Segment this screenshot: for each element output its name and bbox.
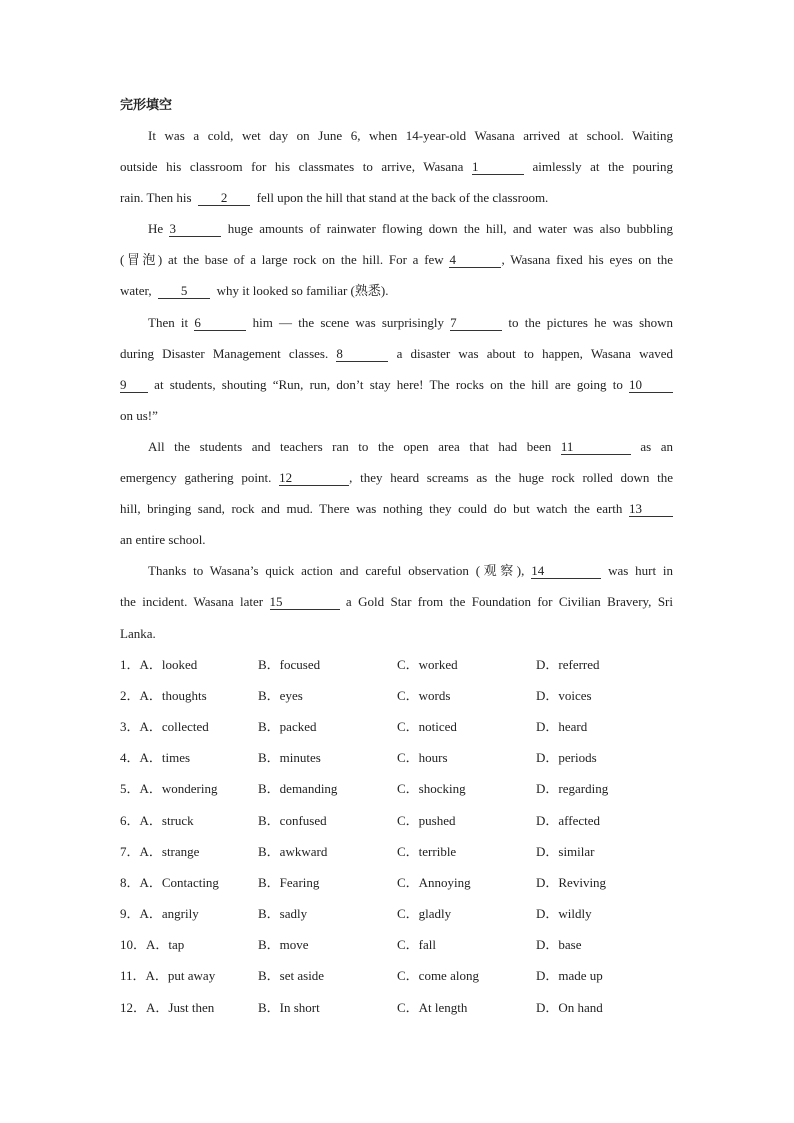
passage-text: at students, shouting “Run, run, don’t stay here! The rocks on the hill are going to — [154, 376, 623, 392]
option-row — [120, 867, 673, 898]
passage-line — [120, 524, 673, 555]
option-a[interactable]: 7．A．strange — [120, 843, 200, 859]
passage-text: an entire school. — [120, 532, 206, 548]
option-b[interactable]: B．confused — [258, 812, 327, 828]
option-d[interactable]: D．affected — [536, 812, 601, 828]
passage-text: was hurt in — [608, 563, 674, 579]
blank-7[interactable]: 7 — [450, 316, 502, 331]
option-b[interactable]: B．focused — [258, 656, 321, 672]
option-b[interactable]: B．demanding — [258, 781, 338, 797]
option-c[interactable]: C．fall — [397, 937, 436, 953]
passage-text: rain. Then his — [120, 190, 192, 206]
passage-line — [120, 244, 673, 275]
passage-text: He — [148, 221, 164, 237]
passage-text: on us!” — [120, 407, 158, 423]
blank-8[interactable]: 8 — [336, 347, 388, 362]
option-row — [120, 742, 673, 773]
option-d[interactable]: D．similar — [536, 843, 595, 859]
blank-2[interactable]: 2 — [198, 191, 250, 206]
option-b[interactable]: B．In short — [258, 999, 320, 1015]
passage-line — [120, 182, 673, 213]
passage-text: (冒泡) at the base of a large rock on the hill. For a few — [120, 252, 444, 268]
option-c[interactable]: C．At length — [397, 999, 468, 1015]
option-a[interactable]: 12．A．Just then — [120, 999, 215, 1015]
option-a[interactable]: 10．A．tap — [120, 937, 185, 953]
passage-line — [120, 151, 673, 182]
option-d[interactable]: D．regarding — [536, 781, 609, 797]
passage-text: emergency gathering point. — [120, 470, 272, 486]
passage-text: fell upon the hill that stand at the back of the classroom. — [256, 190, 549, 206]
passage-text: , they heard screams as the huge rock rolled down the — [349, 470, 674, 486]
passage-text: water, — [120, 283, 152, 299]
options-list — [120, 649, 673, 1023]
passage-line — [120, 369, 673, 400]
option-b[interactable]: B．Fearing — [258, 874, 320, 890]
option-d[interactable]: D．heard — [536, 718, 588, 734]
blank-6[interactable]: 6 — [194, 316, 246, 331]
option-c[interactable]: C．come along — [397, 968, 479, 984]
passage-line — [120, 618, 673, 649]
option-a[interactable]: 8．A．Contacting — [120, 874, 219, 890]
option-c[interactable]: C．pushed — [397, 812, 456, 828]
option-b[interactable]: B．awkward — [258, 843, 328, 859]
passage-text: a disaster was about to happen, Wasana waved — [396, 345, 674, 361]
blank-15[interactable]: 15 — [270, 595, 340, 610]
option-c[interactable]: C．words — [397, 687, 451, 703]
passage-text: the incident. Wasana later — [120, 594, 264, 610]
option-a[interactable]: 9．A．angrily — [120, 906, 199, 922]
option-b[interactable]: B．packed — [258, 718, 317, 734]
passage-line — [120, 586, 673, 617]
passage-line — [120, 213, 673, 244]
option-b[interactable]: B．eyes — [258, 687, 303, 703]
option-d[interactable]: D．made up — [536, 968, 603, 984]
option-b[interactable]: B．move — [258, 937, 309, 953]
option-row — [120, 680, 673, 711]
passage-text: aimlessly at the pouring — [532, 159, 673, 175]
option-a[interactable]: 6．A．struck — [120, 812, 194, 828]
passage-text: outside his classroom for his classmates to arrive, Wasana — [120, 159, 464, 175]
passage-line — [120, 338, 673, 369]
option-c[interactable]: C．noticed — [397, 718, 457, 734]
passage-text: Then it — [148, 314, 189, 330]
passage-line — [120, 400, 673, 431]
option-row — [120, 773, 673, 804]
option-c[interactable]: C．shocking — [397, 781, 466, 797]
passage-text: him — the scene was surprisingly — [252, 314, 444, 330]
option-row — [120, 960, 673, 991]
option-row — [120, 992, 673, 1023]
option-row — [120, 929, 673, 960]
passage-text: All the students and teachers ran to the open area that had been — [148, 438, 552, 454]
option-row — [120, 649, 673, 680]
option-row — [120, 711, 673, 742]
option-c[interactable]: C．worked — [397, 656, 458, 672]
blank-5[interactable]: 5 — [158, 284, 210, 299]
option-b[interactable]: B．set aside — [258, 968, 325, 984]
option-d[interactable]: D．periods — [536, 750, 597, 766]
option-d[interactable]: D．referred — [536, 656, 600, 672]
passage-line — [120, 307, 673, 338]
blank-4[interactable]: 4 — [449, 253, 501, 268]
passage-line — [120, 275, 673, 306]
option-a[interactable]: 4．A．times — [120, 750, 191, 766]
passage-text: a Gold Star from the Foundation for Civilian Bravery, Sri — [345, 594, 673, 610]
blank-3[interactable]: 3 — [169, 222, 221, 237]
option-row — [120, 898, 673, 929]
passage-text: Thanks to Wasana’s quick action and careful observation (观察), — [148, 563, 525, 579]
blank-10[interactable]: 10 — [629, 378, 673, 393]
passage-text: why it looked so familiar (熟悉). — [216, 283, 389, 299]
option-d[interactable]: D．Reviving — [536, 874, 607, 890]
blank-9[interactable]: 9 — [120, 378, 148, 393]
option-a[interactable]: 3．A．collected — [120, 718, 209, 734]
passage-line — [120, 555, 673, 586]
option-a[interactable]: 1．A．looked — [120, 656, 198, 672]
passage-text: during Disaster Management classes. — [120, 345, 329, 361]
option-d[interactable]: D．base — [536, 937, 582, 953]
blank-11[interactable]: 11 — [561, 440, 631, 455]
option-d[interactable]: D．voices — [536, 687, 592, 703]
blank-14[interactable]: 14 — [531, 564, 601, 579]
passage-text: It was a cold, wet day on June 6, when 14-year-old Wasana arrived at school. Waiting — [148, 128, 673, 143]
option-a[interactable]: 11．A．put away — [120, 968, 216, 984]
passage-text: hill, bringing sand, rock and mud. There was nothing they could do but watch the earth — [120, 501, 623, 517]
blank-13[interactable]: 13 — [629, 502, 673, 517]
passage-line — [120, 431, 673, 462]
passage-line — [120, 493, 673, 524]
blank-12[interactable]: 12 — [279, 471, 349, 486]
passage-text: , Wasana fixed his eyes on the — [501, 252, 673, 268]
option-d[interactable]: D．On hand — [536, 999, 603, 1015]
passage-text: huge amounts of rainwater flowing down the hill, and water was also bubbling — [227, 221, 674, 237]
option-row — [120, 836, 673, 867]
option-b[interactable]: B．sadly — [258, 906, 308, 922]
option-c[interactable]: C．terrible — [397, 843, 457, 859]
passage-line — [120, 120, 673, 151]
blank-1[interactable]: 1 — [472, 160, 524, 175]
passage-text: Lanka. — [120, 625, 156, 641]
option-b[interactable]: B．minutes — [258, 750, 321, 766]
option-c[interactable]: C．hours — [397, 750, 448, 766]
option-a[interactable]: 2．A．thoughts — [120, 687, 207, 703]
option-d[interactable]: D．wildly — [536, 906, 592, 922]
passage-text: as an — [640, 438, 674, 454]
option-a[interactable]: 5．A．wondering — [120, 781, 218, 797]
option-c[interactable]: C．gladly — [397, 906, 452, 922]
passage-line — [120, 462, 673, 493]
section-title: 完形填空 — [120, 98, 173, 113]
document-page — [120, 92, 673, 1023]
passage-text: to the pictures he was shown — [508, 314, 674, 330]
option-c[interactable]: C．Annoying — [397, 874, 471, 890]
option-row — [120, 805, 673, 836]
